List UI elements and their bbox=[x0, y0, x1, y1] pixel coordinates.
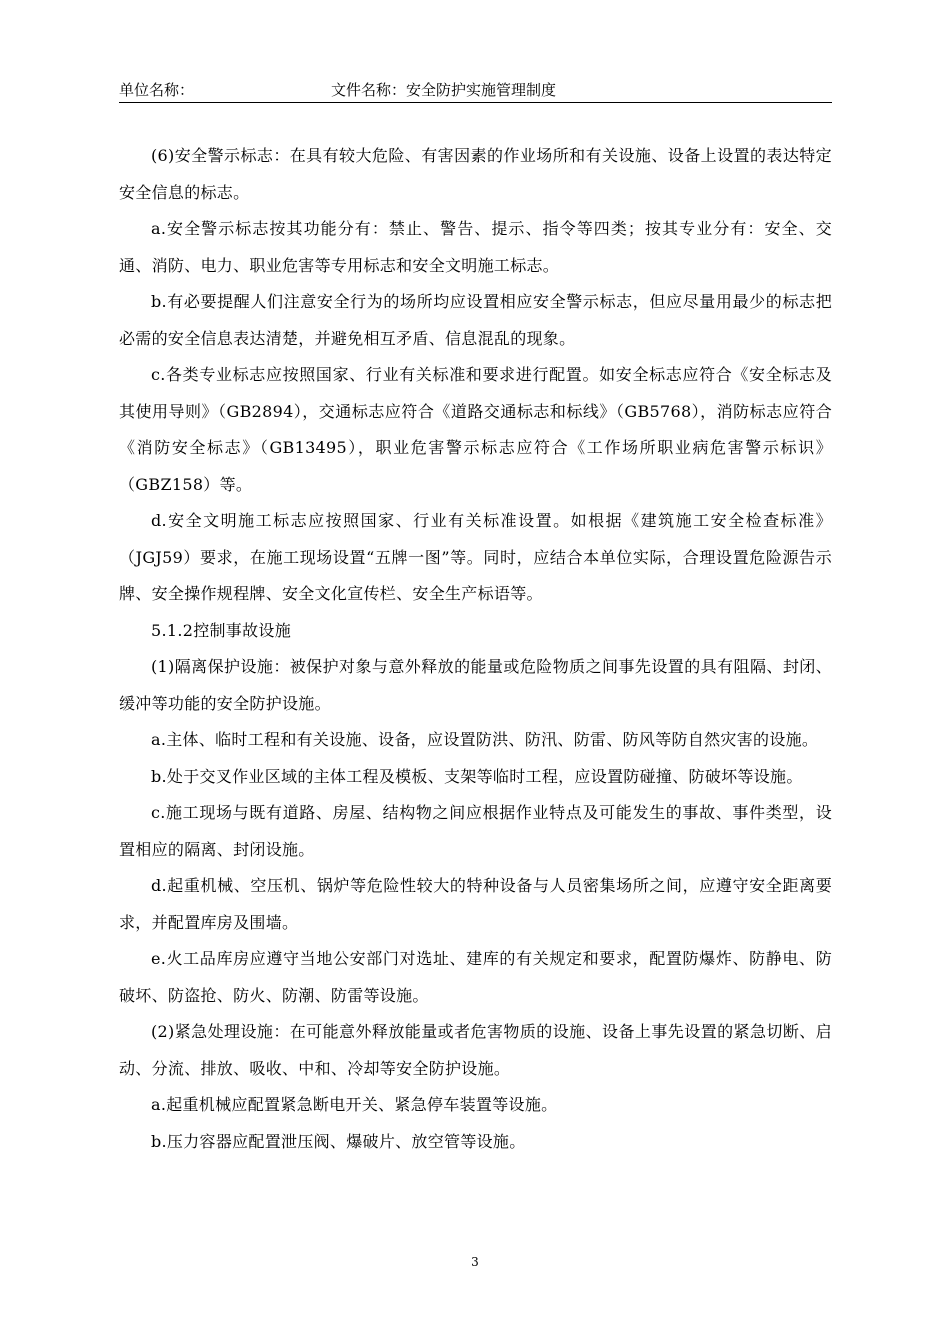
paragraph-safety-warning-signs: (6)安全警示标志：在具有较大危险、有害因素的作业场所和有关设施、设备上设置的表达特定安全信息的标志。 bbox=[119, 146, 832, 202]
document-body bbox=[119, 138, 832, 1160]
paragraph-isolation-facilities: (1)隔离保护设施：被保护对象与意外释放的能量或危险物质之间事先设置的具有阻隔、封闭、缓冲等功能的安全防护设施。 bbox=[119, 657, 832, 713]
page-number: 3 bbox=[471, 1255, 479, 1269]
header-divider bbox=[119, 102, 832, 103]
paragraph-item-b: b.有必要提醒人们注意安全行为的场所均应设置相应安全警示标志，但应尽量用最少的标志把必需的安全信息表达清楚，并避免相互矛盾、信息混乱的现象。 bbox=[119, 292, 832, 348]
file-name-label: 文件名称：安全防护实施管理制度 bbox=[331, 81, 557, 99]
paragraph-item-d: d.起重机械、空压机、锅炉等危险性较大的特种设备与人员密集场所之间，应遵守安全距离要求，并配置库房及围墙。 bbox=[119, 876, 832, 932]
paragraph-item-b: b.压力容器应配置泄压阀、爆破片、放空管等设施。 bbox=[151, 1131, 526, 1151]
paragraph-emergency-facilities: (2)紧急处理设施：在可能意外释放能量或者危害物质的设施、设备上事先设置的紧急切断、启动、分流、排放、吸收、中和、冷却等安全防护设施。 bbox=[119, 1022, 832, 1078]
paragraph-item-a: a.主体、临时工程和有关设施、设备，应设置防洪、防汛、防雷、防风等防自然灾害的设施。 bbox=[151, 730, 819, 749]
paragraph-item-a: a.安全警示标志按其功能分有：禁止、警告、提示、指令等四类；按其专业分有：安全、交通、消防、电力、职业危害等专用标志和安全文明施工标志。 bbox=[119, 219, 832, 275]
paragraph-item-b: b.处于交叉作业区域的主体工程及模板、支架等临时工程，应设置防碰撞、防破坏等设施。 bbox=[151, 766, 803, 786]
paragraph-item-c: c.各类专业标志应按照国家、行业有关标准和要求进行配置。如安全标志应符合《安全标志及其使用导则》（GB2894），交通标志应符合《道路交通标志和标线》（GB5768），消防标志应符合《消防安全标志》（GB13495），职业危害警示标志应符合《工作场所职业病危害警示标识》（GBZ158）等。 bbox=[119, 365, 832, 494]
unit-name-label: 单位名称： bbox=[119, 81, 195, 99]
paragraph-item-c: c.施工现场与既有道路、房屋、结构物之间应根据作业特点及可能发生的事故、事件类型，设置相应的隔离、封闭设施。 bbox=[119, 803, 832, 859]
paragraph-item-a: a.起重机械应配置紧急断电开关、紧急停车装置等设施。 bbox=[151, 1095, 558, 1114]
section-heading-5-1-2: 5.1.2控制事故设施 bbox=[151, 620, 292, 640]
paragraph-item-e: e.火工品库房应遵守当地公安部门对选址、建库的有关规定和要求，配置防爆炸、防静电、防破坏、防盗抢、防火、防潮、防雷等设施。 bbox=[119, 949, 832, 1005]
paragraph-item-d: d.安全文明施工标志应按照国家、行业有关标准设置。如根据《建筑施工安全检查标准》（JGJ59）要求，在施工现场设置“五牌一图”等。同时，应结合本单位实际，合理设置危险源告示牌、安全操作规程牌、安全文化宣传栏、安全生产标语等。 bbox=[119, 511, 832, 603]
page-header bbox=[119, 78, 832, 102]
